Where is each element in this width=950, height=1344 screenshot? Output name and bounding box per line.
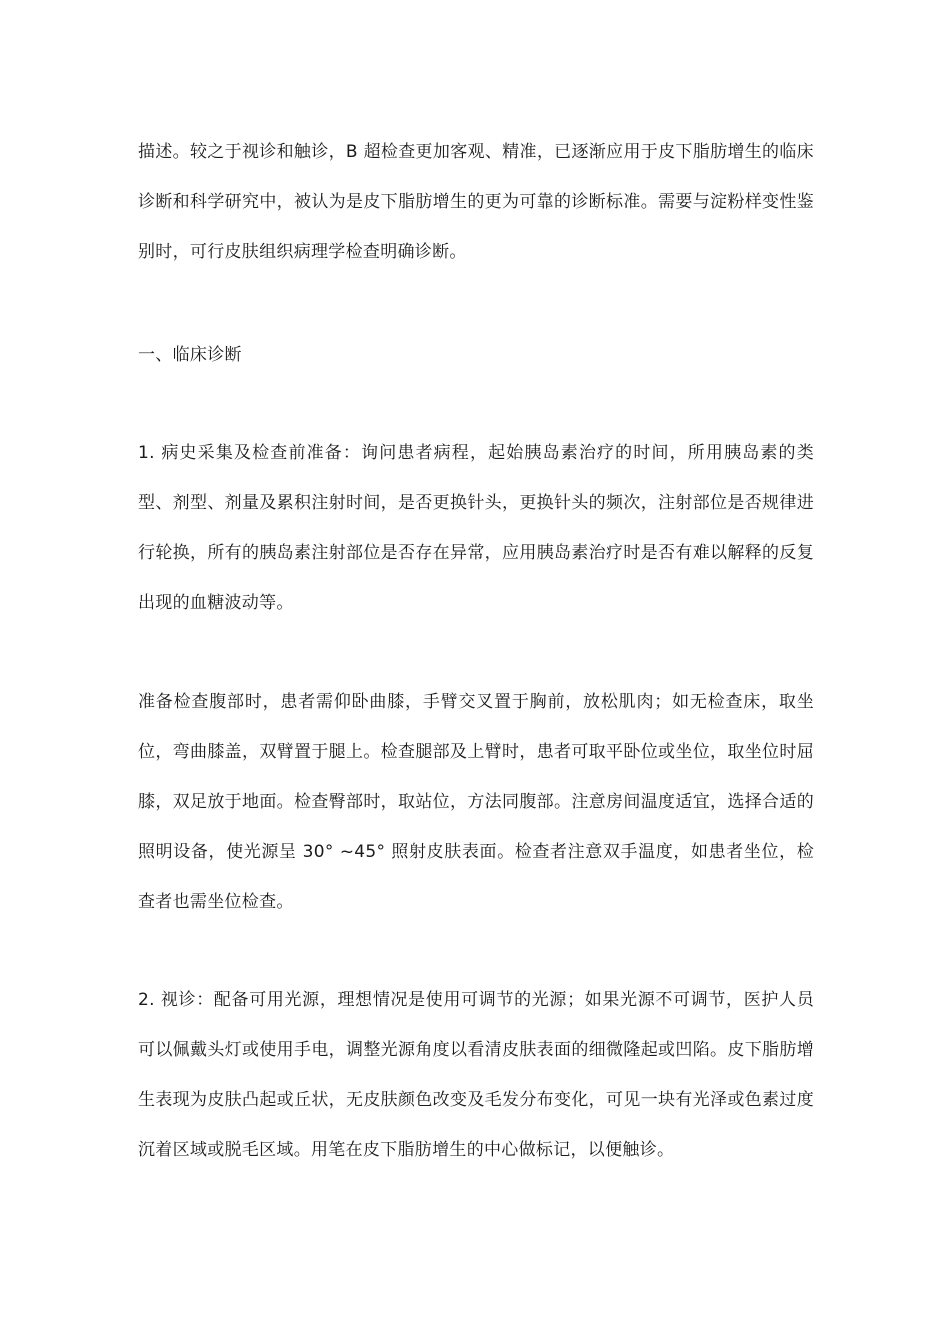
paragraph-exam-positioning: 准备检查腹部时，患者需仰卧曲膝，手臂交叉置于胸前，放松肌肉；如无检查床，取坐位，弯曲膝盖，双臂置于腿上。检查腿部及上臂时，患者可取平卧位或坐位，取坐位时屈膝，双足放于地面。检查臀部时，取站位，方法同腹部。注意房间温度适宜，选择合适的照明设备，使光源呈 30° ~45° 照射皮肤表面。检查者注意双手温度，如患者坐位，检查者也需坐位检查。: [138, 692, 814, 912]
paragraph-intro: 描述。较之于视诊和触诊，B 超检查更加客观、精准，已逐渐应用于皮下脂肪增生的临床诊断和科学研究中，被认为是皮下脂肪增生的更为可靠的诊断标准。需要与淀粉样变性鉴别时，可行皮肤组织病理学检查明确诊断。: [138, 142, 814, 262]
section-heading-clinical-diagnosis: 一、临床诊断: [138, 345, 242, 365]
paragraph-history-preparation: 1. 病史采集及检查前准备：询问患者病程，起始胰岛素治疗的时间，所用胰岛素的类型、剂型、剂量及累积注射时间，是否更换针头，更换针头的频次，注射部位是否规律进行轮换，所有的胰岛素注射部位是否存在异常，应用胰岛素治疗时是否有难以解释的反复出现的血糖波动等。: [138, 443, 814, 613]
paragraph-inspection: 2. 视诊：配备可用光源，理想情况是使用可调节的光源；如果光源不可调节，医护人员可以佩戴头灯或使用手电，调整光源角度以看清皮肤表面的细微隆起或凹陷。皮下脂肪增生表现为皮肤凸起或丘状，无皮肤颜色改变及毛发分布变化，可见一块有光泽或色素过度沉着区域或脱毛区域。用笔在皮下脂肪增生的中心做标记，以便触诊。: [138, 990, 814, 1160]
